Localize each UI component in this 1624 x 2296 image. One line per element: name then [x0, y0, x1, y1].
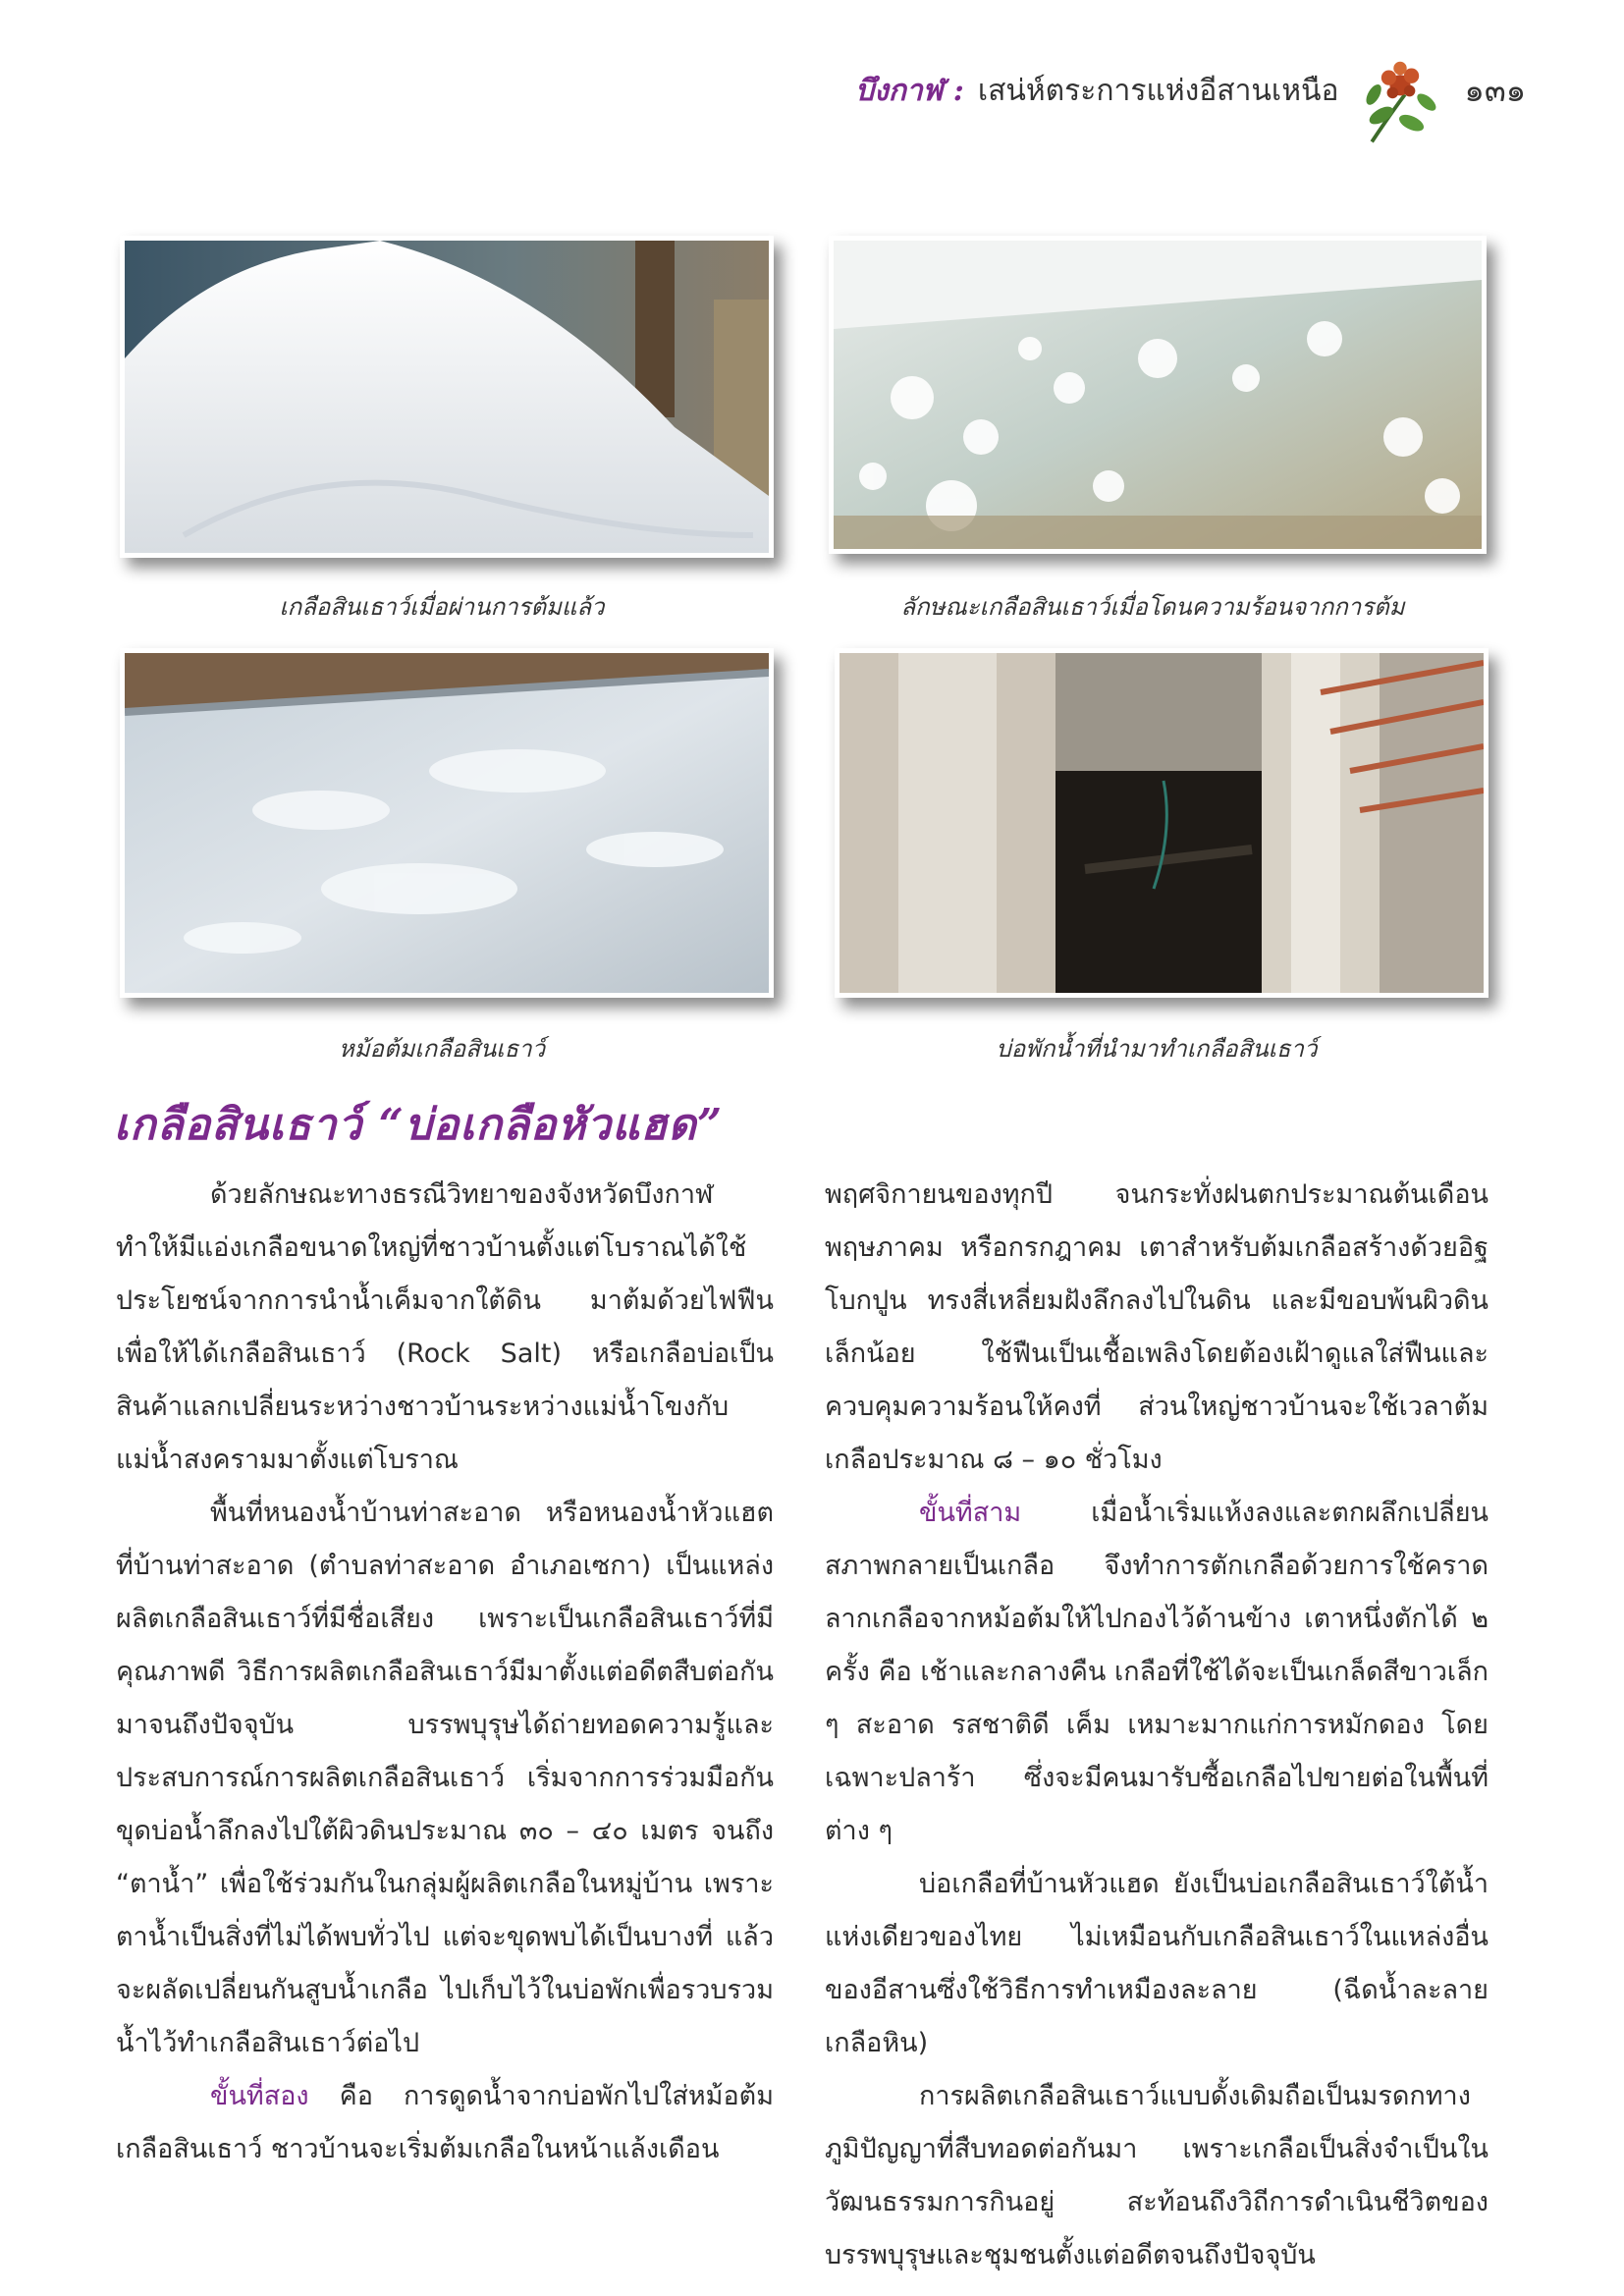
paragraph: บ่อเกลือที่บ้านหัวแฮด ยังเป็นบ่อเกลือสินเธาว์ใต้น้ำแห่งเดียวของไทย ไม่เหมือนกับเกลือสินเธาว์ในแหล่งอื่นของอีสานซึ่งใช้วิธีการทำเหมืองละลาย (ฉีดน้ำละลายเกลือหิน) — [825, 1869, 1489, 2058]
paragraph — [825, 1487, 1489, 1858]
body-column-right — [825, 1169, 1489, 2282]
step-label: ขั้นที่สาม — [919, 1498, 1022, 1528]
page-number: ๑๓๑ — [1464, 71, 1526, 109]
photo-salt-pile — [120, 236, 774, 558]
section-title: เกลือสินเธาว์ “บ่อเกลือหัวแฮด” — [114, 1100, 724, 1150]
paragraph: การผลิตเกลือสินเธาว์แบบดั้งเดิมถือเป็นมรดกทางภูมิปัญญาที่สืบทอดต่อกันมา เพราะเกลือเป็นสิ่งจำเป็นในวัฒนธรรมการกินอยู่ สะท้อนถึงวิถีการดำเนินชีวิตของบรรพบุรุษและชุมชนตั้งแต่อดีตจนถึงปัจจุบัน — [825, 2081, 1489, 2270]
paragraph: ด้วยลักษณะทางธรณีวิทยาของจังหวัดบึงกาฬ ทำให้มีแอ่งเกลือขนาดใหญ่ที่ชาวบ้านตั้งแต่โบราณได้ใช้ประโยชน์จากการนำน้ำเค็มจากใต้ดิน มาต้มด้วยไฟฟืนเพื่อให้ได้เกลือสินเธาว์ (Rock Salt) หรือเกลือบ่อเป็นสินค้าแลกเปลี่ยนระหว่างชาวบ้านระหว่างแม่น้ำโขงกับแม่น้ำสงครามมาตั้งแต่โบราณ — [116, 1179, 774, 1475]
book-subtitle: เสน่ห์ตระการแห่งอีสานเหนือ — [977, 73, 1339, 108]
paragraph — [116, 2070, 774, 2176]
flower-ornament-icon — [1353, 57, 1447, 151]
paragraph: พฤศจิกายนของทุกปี จนกระทั่งฝนตกประมาณต้นเดือนพฤษภาคม หรือกรกฎาคม เตาสำหรับต้มเกลือสร้างด้วยอิฐโบกปูน ทรงสี่เหลี่ยมฝังลึกลงไปในดิน และมีขอบพ้นผิวดินเล็กน้อย ใช้ฟืนเป็นเชื้อเพลิงโดยต้องเฝ้าดูแลใส่ฟืนและควบคุมความร้อนให้คงที่ ส่วนใหญ่ชาวบ้านจะใช้เวลาต้มเกลือประมาณ ๘ – ๑๐ ชั่วโมง — [825, 1179, 1489, 1475]
step-text: เมื่อน้ำเริ่มแห้งลงและตกผลึกเปลี่ยนสภาพกลายเป็นเกลือ จึงทำการตักเกลือด้วยการใช้คราดลากเกลือจากหม้อต้มให้ไปกองไว้ด้านข้าง เตาหนึ่งตักได้ ๒ ครั้ง คือ เช้าและกลางคืน เกลือที่ใช้ได้จะเป็นเกล็ดสีขาวเล็ก ๆ สะอาด รสชาติดี เค็ม เหมาะมากแก่การหมักดอง โดยเฉพาะปลาร้า ซึ่งจะมีคนมารับซื้อเกลือไปขายต่อในพื้นที่ต่าง ๆ — [825, 1498, 1489, 1846]
body-column-left — [116, 1169, 774, 2176]
step-text: คือ การดูดน้ำจากบ่อพักไปใส่หม้อต้มเกลือสินเธาว์ ชาวบ้านจะเริ่มต้มเกลือในหน้าแล้งเดือน — [116, 2081, 774, 2164]
photo-caption: ลักษณะเกลือสินเธาว์เมื่อโดนความร้อนจากการต้ม — [900, 593, 1405, 621]
photo-boiling-salt — [829, 236, 1487, 554]
photo-caption: เกลือสินเธาว์เมื่อผ่านการต้มแล้ว — [279, 593, 605, 621]
book-title: บึงกาฬ : — [855, 73, 964, 108]
photo-caption: บ่อพักน้ำที่นำมาทำเกลือสินเธาว์ — [996, 1035, 1318, 1063]
photo-salt-pan — [120, 648, 774, 998]
running-header — [855, 61, 1526, 120]
photo-water-well — [835, 648, 1489, 998]
paragraph: พื้นที่หนองน้ำบ้านท่าสะอาด หรือหนองน้ำหัวแฮต ที่บ้านท่าสะอาด (ตำบลท่าสะอาด อำเภอเซกา) เป็นแหล่งผลิตเกลือสินเธาว์ที่มีชื่อเสียง เพราะเป็นเกลือสินเธาว์ที่มีคุณภาพดี วิธีการผลิตเกลือสินเธาว์มีมาตั้งแต่อดีตสืบต่อกันมาจนถึงปัจจุบัน บรรพบุรุษได้ถ่ายทอดความรู้และประสบการณ์การผลิตเกลือสินเธาว์ เริ่มจากการร่วมมือกันขุดบ่อน้ำลึกลงไปใต้ผิวดินประมาณ ๓๐ – ๔๐ เมตร จนถึง “ตาน้ำ” เพื่อใช้ร่วมกันในกลุ่มผู้ผลิตเกลือในหมู่บ้าน เพราะตาน้ำเป็นสิ่งที่ไม่ได้พบทั่วไป แต่จะขุดพบได้เป็นบางที่ แล้วจะผลัดเปลี่ยนกันสูบน้ำเกลือ ไปเก็บไว้ในบ่อพักเพื่อรวบรวมน้ำไว้ทำเกลือสินเธาว์ต่อไป — [116, 1498, 774, 2058]
photo-caption: หม้อต้มเกลือสินเธาว์ — [338, 1035, 546, 1063]
step-label: ขั้นที่สอง — [210, 2081, 309, 2111]
